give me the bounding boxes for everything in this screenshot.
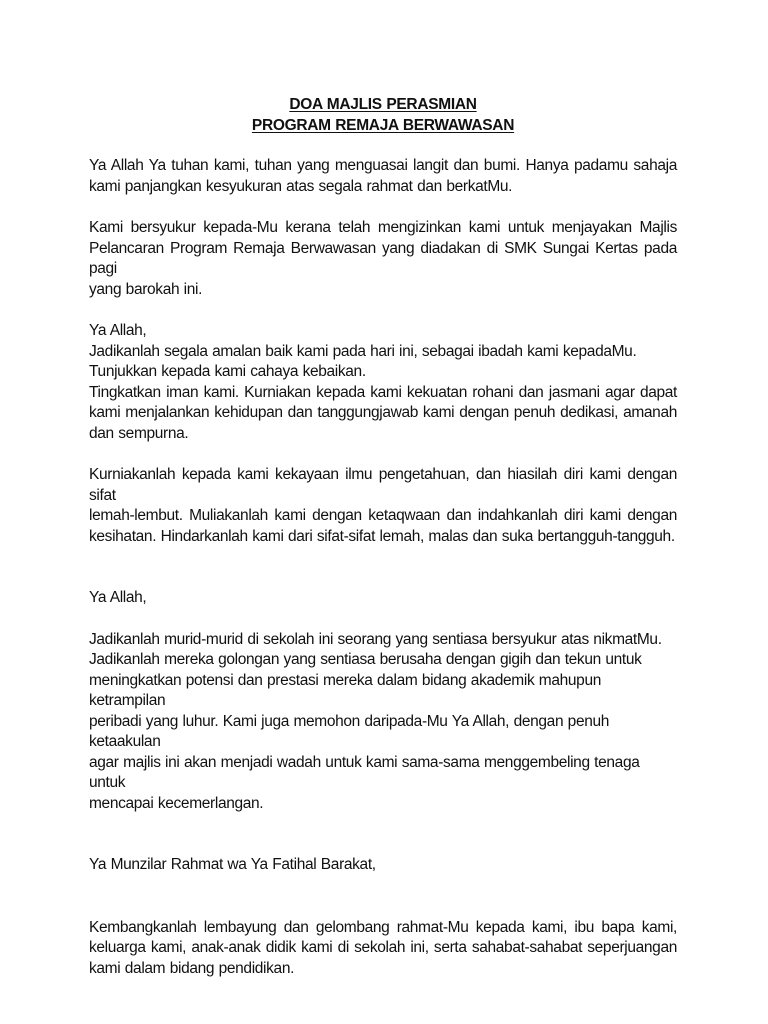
paragraph-line: Kembangkanlah lembayung dan gelombang rahmat-Mu kepada kami, ibu bapa kami, — [89, 918, 677, 936]
paragraph-supplication-1 — [89, 321, 677, 444]
paragraph-line: Pelancaran Program Remaja Berwawasan yang diadakan di SMK Sungai Kertas pada pagi — [89, 239, 677, 277]
paragraph-line: agar majlis ini akan menjadi wadah untuk kami sama-sama menggembeling tenaga untuk — [89, 753, 640, 791]
title-line-1: DOA MAJLIS PERASMIAN — [289, 96, 477, 113]
section-heading-ya-allah — [89, 588, 677, 609]
paragraph-line: Tunjukkan kepada kami cahaya kebaikan. — [89, 363, 366, 380]
section-heading: Ya Allah, — [89, 322, 147, 339]
paragraph-line: Kami bersyukur kepada-Mu kerana telah mengizinkan kami untuk menjayakan Majlis — [89, 219, 677, 236]
paragraph-line: keluarga kami, anak-anak didik kami di sekolah ini, serta sahabat-sahabat seperjuangan — [89, 939, 677, 956]
paragraph-line: peribadi yang luhur. Kami juga memohon daripada-Mu Ya Allah, dengan penuh ketaakulan — [89, 712, 610, 750]
paragraph-students — [89, 630, 677, 815]
paragraph-line: Jadikanlah mereka golongan yang sentiasa berusaha dengan gigih dan tekun untuk — [89, 651, 642, 668]
paragraph-line: yang barokah ini. — [89, 280, 203, 298]
paragraph-line: mencapai kecemerlangan. — [89, 794, 264, 812]
title-line-2: PROGRAM REMAJA BERWAWASAN — [251, 117, 515, 134]
paragraph-knowledge — [89, 465, 677, 547]
section-heading: Ya Munzilar Rahmat wa Ya Fatihal Barakat, — [89, 856, 376, 873]
document-title — [89, 94, 677, 136]
paragraph-blessings — [89, 918, 677, 980]
paragraph-line: kami dalam bidang pendidikan. — [89, 959, 295, 977]
paragraph-line: kami panjangkan kesyukuran atas segala rahmat dan berkatMu. — [89, 177, 513, 195]
paragraph-line: Kurniakanlah kepada kami kekayaan ilmu pengetahuan, dan hiasilah diri kami dengan sifat — [89, 466, 677, 504]
document-page — [89, 94, 677, 979]
paragraph-line: Tingkatkan iman kami. Kurniakan kepada kami kekuatan rohani dan jasmani agar dapat — [89, 383, 677, 401]
section-heading: Ya Allah, — [89, 589, 147, 606]
paragraph-line: Jadikanlah segala amalan baik kami pada hari ini, sebagai ibadah kami kepadaMu. — [89, 342, 637, 360]
paragraph-line: lemah-lembut. Muliakanlah kami dengan ketaqwaan dan indahkanlah diri kami dengan — [89, 507, 677, 524]
section-heading-munzilar — [89, 855, 677, 876]
paragraph-line: Jadikanlah murid-murid di sekolah ini seorang yang sentiasa bersyukur atas nikmatMu. — [89, 630, 662, 648]
paragraph-line: Ya Allah Ya tuhan kami, tuhan yang menguasai langit dan bumi. Hanya padamu sahaja — [89, 157, 677, 174]
paragraph-line: kesihatan. Hindarkanlah kami dari sifat-sifat lemah, malas dan suka bertangguh-tangguh. — [89, 527, 675, 545]
paragraph-line: meningkatkan potensi dan prestasi mereka dalam bidang akademik mahupun ketrampilan — [89, 671, 601, 709]
paragraph-opening — [89, 156, 677, 197]
paragraph-line: dan sempurna. — [89, 424, 189, 442]
paragraph-line: kami menjalankan kehidupan dan tanggungjawab kami dengan penuh dedikasi, amanah — [89, 404, 677, 421]
paragraph-gratitude — [89, 218, 677, 300]
